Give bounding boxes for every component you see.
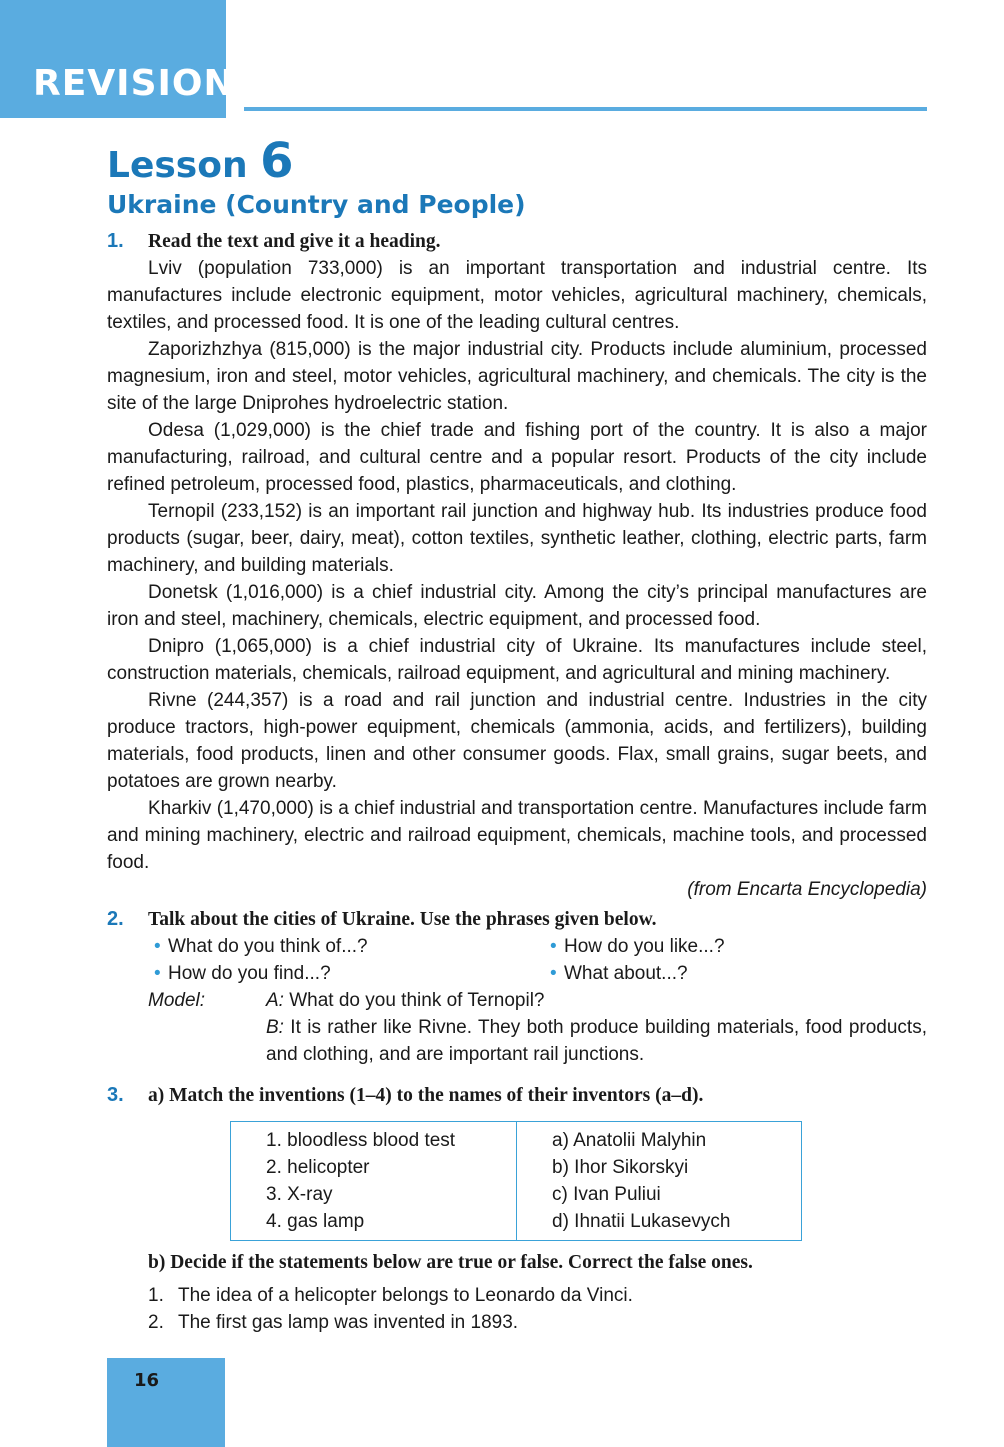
inventor-item: c) Ivan Puliui	[552, 1184, 661, 1205]
task-1	[107, 228, 927, 903]
invention-item: 4. gas lamp	[266, 1211, 365, 1232]
dialogue-line-b: B: It is rather like Rivne. They both produce building materials, food products, and clothing, and are important rail junctions.	[266, 1017, 927, 1065]
bullet-icon: •	[154, 936, 161, 957]
inventor-item: a) Anatolii Malyhin	[552, 1130, 707, 1151]
page-content	[107, 228, 927, 1336]
task-2	[107, 906, 927, 1068]
paragraph: Zaporizhzhya (815,000) is the major industrial city. Products include aluminium, processed magnesium, iron and steel, motor vehicles, agricultural machinery, and chemicals. The city is the site of the large Dniprohes hydroelectric station.	[107, 339, 927, 414]
model-dialogue	[107, 987, 927, 1068]
task-number: 3.	[107, 1084, 124, 1106]
paragraph: Dnipro (1,065,000) is a chief industrial city of Ukraine. Its manufactures include steel, construction materials, chemicals, railroad equipment, and agricultural and mining machinery.	[107, 636, 927, 684]
paragraph: Rivne (244,357) is a road and rail junction and industrial centre. Industries in the city produce tractors, high-power equipment, chemicals (ammonia, acids, and fertilizers), building materials, food products, linen and other consumer goods. Flax, small grains, sugar beets, and potatoes are grown nearby.	[107, 690, 927, 792]
invention-item: 1. bloodless blood test	[266, 1130, 456, 1151]
invention-item: 2. helicopter	[266, 1157, 370, 1178]
inventions-column	[231, 1122, 516, 1240]
paragraph: Lviv (population 733,000) is an important transportation and industrial centre. Its manufactures include electronic equipment, motor vehicles, agricultural machinery, chemicals, textiles, and processed food. It is one of the leading cultural centres.	[107, 258, 927, 333]
lesson-title	[107, 133, 294, 191]
task-instruction-a: a) Match the inventions (1–4) to the names of their inventors (a–d).	[148, 1085, 704, 1106]
paragraph: Ternopil (233,152) is an important rail junction and highway hub. Its industries produce food products (sugar, beer, dairy, meat), cotton textiles, synthetic leather, clothing, electric parts, farm machinery, and building materials.	[107, 501, 927, 576]
section-label: REVISION	[33, 63, 235, 104]
bullet-icon: •	[550, 963, 557, 984]
statement-item: 2. The first gas lamp was invented in 1893.	[148, 1312, 519, 1333]
matching-table	[230, 1121, 802, 1241]
inventor-item: d) Ihnatii Lukasevych	[552, 1211, 731, 1232]
task-number: 1.	[107, 230, 124, 252]
paragraph: Odesa (1,029,000) is the chief trade and fishing port of the country. It is also a major manufacturing, railroad, and cultural centre and a popular resort. Products of the city include refined petroleum, processed food, plastics, pharmaceuticals, and clothing.	[107, 420, 927, 495]
bullet-icon: •	[154, 963, 161, 984]
phrase-list	[107, 933, 927, 987]
page-number: 16	[134, 1370, 160, 1391]
inventor-item: b) Ihor Sikorskyi	[552, 1157, 689, 1178]
task-instruction: Talk about the cities of Ukraine. Use the phrases given below.	[148, 909, 657, 930]
lesson-number: 6	[260, 133, 294, 189]
phrase-item: • How do you find...?	[148, 960, 544, 987]
model-label: Model:	[148, 990, 206, 1011]
paragraph: Kharkiv (1,470,000) is a chief industrial and transportation centre. Manufactures include farm and mining machinery, electric and railroad equipment, chemicals, machine tools, and processed food.	[107, 798, 927, 873]
lesson-word: Lesson	[107, 145, 248, 186]
revision-banner	[0, 0, 235, 118]
invention-item: 3. X-ray	[266, 1184, 333, 1205]
task-instruction: Read the text and give it a heading.	[148, 231, 441, 252]
phrase-item: • How do you like...?	[544, 933, 944, 960]
phrase-item: • What about...?	[544, 960, 944, 987]
task-3	[107, 1082, 927, 1336]
phrase-item: • What do you think of...?	[148, 933, 544, 960]
paragraph: Donetsk (1,016,000) is a chief industrial city. Among the city’s principal manufactures are iron and steel, machinery, chemicals, electric equipment, and processed food.	[107, 582, 927, 630]
statement-item: 1. The idea of a helicopter belongs to Leonardo da Vinci.	[148, 1285, 633, 1306]
bullet-icon: •	[550, 936, 557, 957]
task-number: 2.	[107, 908, 124, 930]
inventors-column	[516, 1122, 801, 1240]
page-number-box	[107, 1358, 225, 1447]
dialogue-line-a: A: What do you think of Ternopil?	[266, 990, 545, 1011]
statement-list	[107, 1282, 927, 1336]
lesson-subtitle: Ukraine (Country and People)	[107, 190, 526, 219]
source-citation: (from Encarta Encyclopedia)	[687, 879, 927, 900]
task-instruction-b: b) Decide if the statements below are true or false. Correct the false ones.	[148, 1252, 753, 1273]
header-divider	[244, 107, 927, 111]
